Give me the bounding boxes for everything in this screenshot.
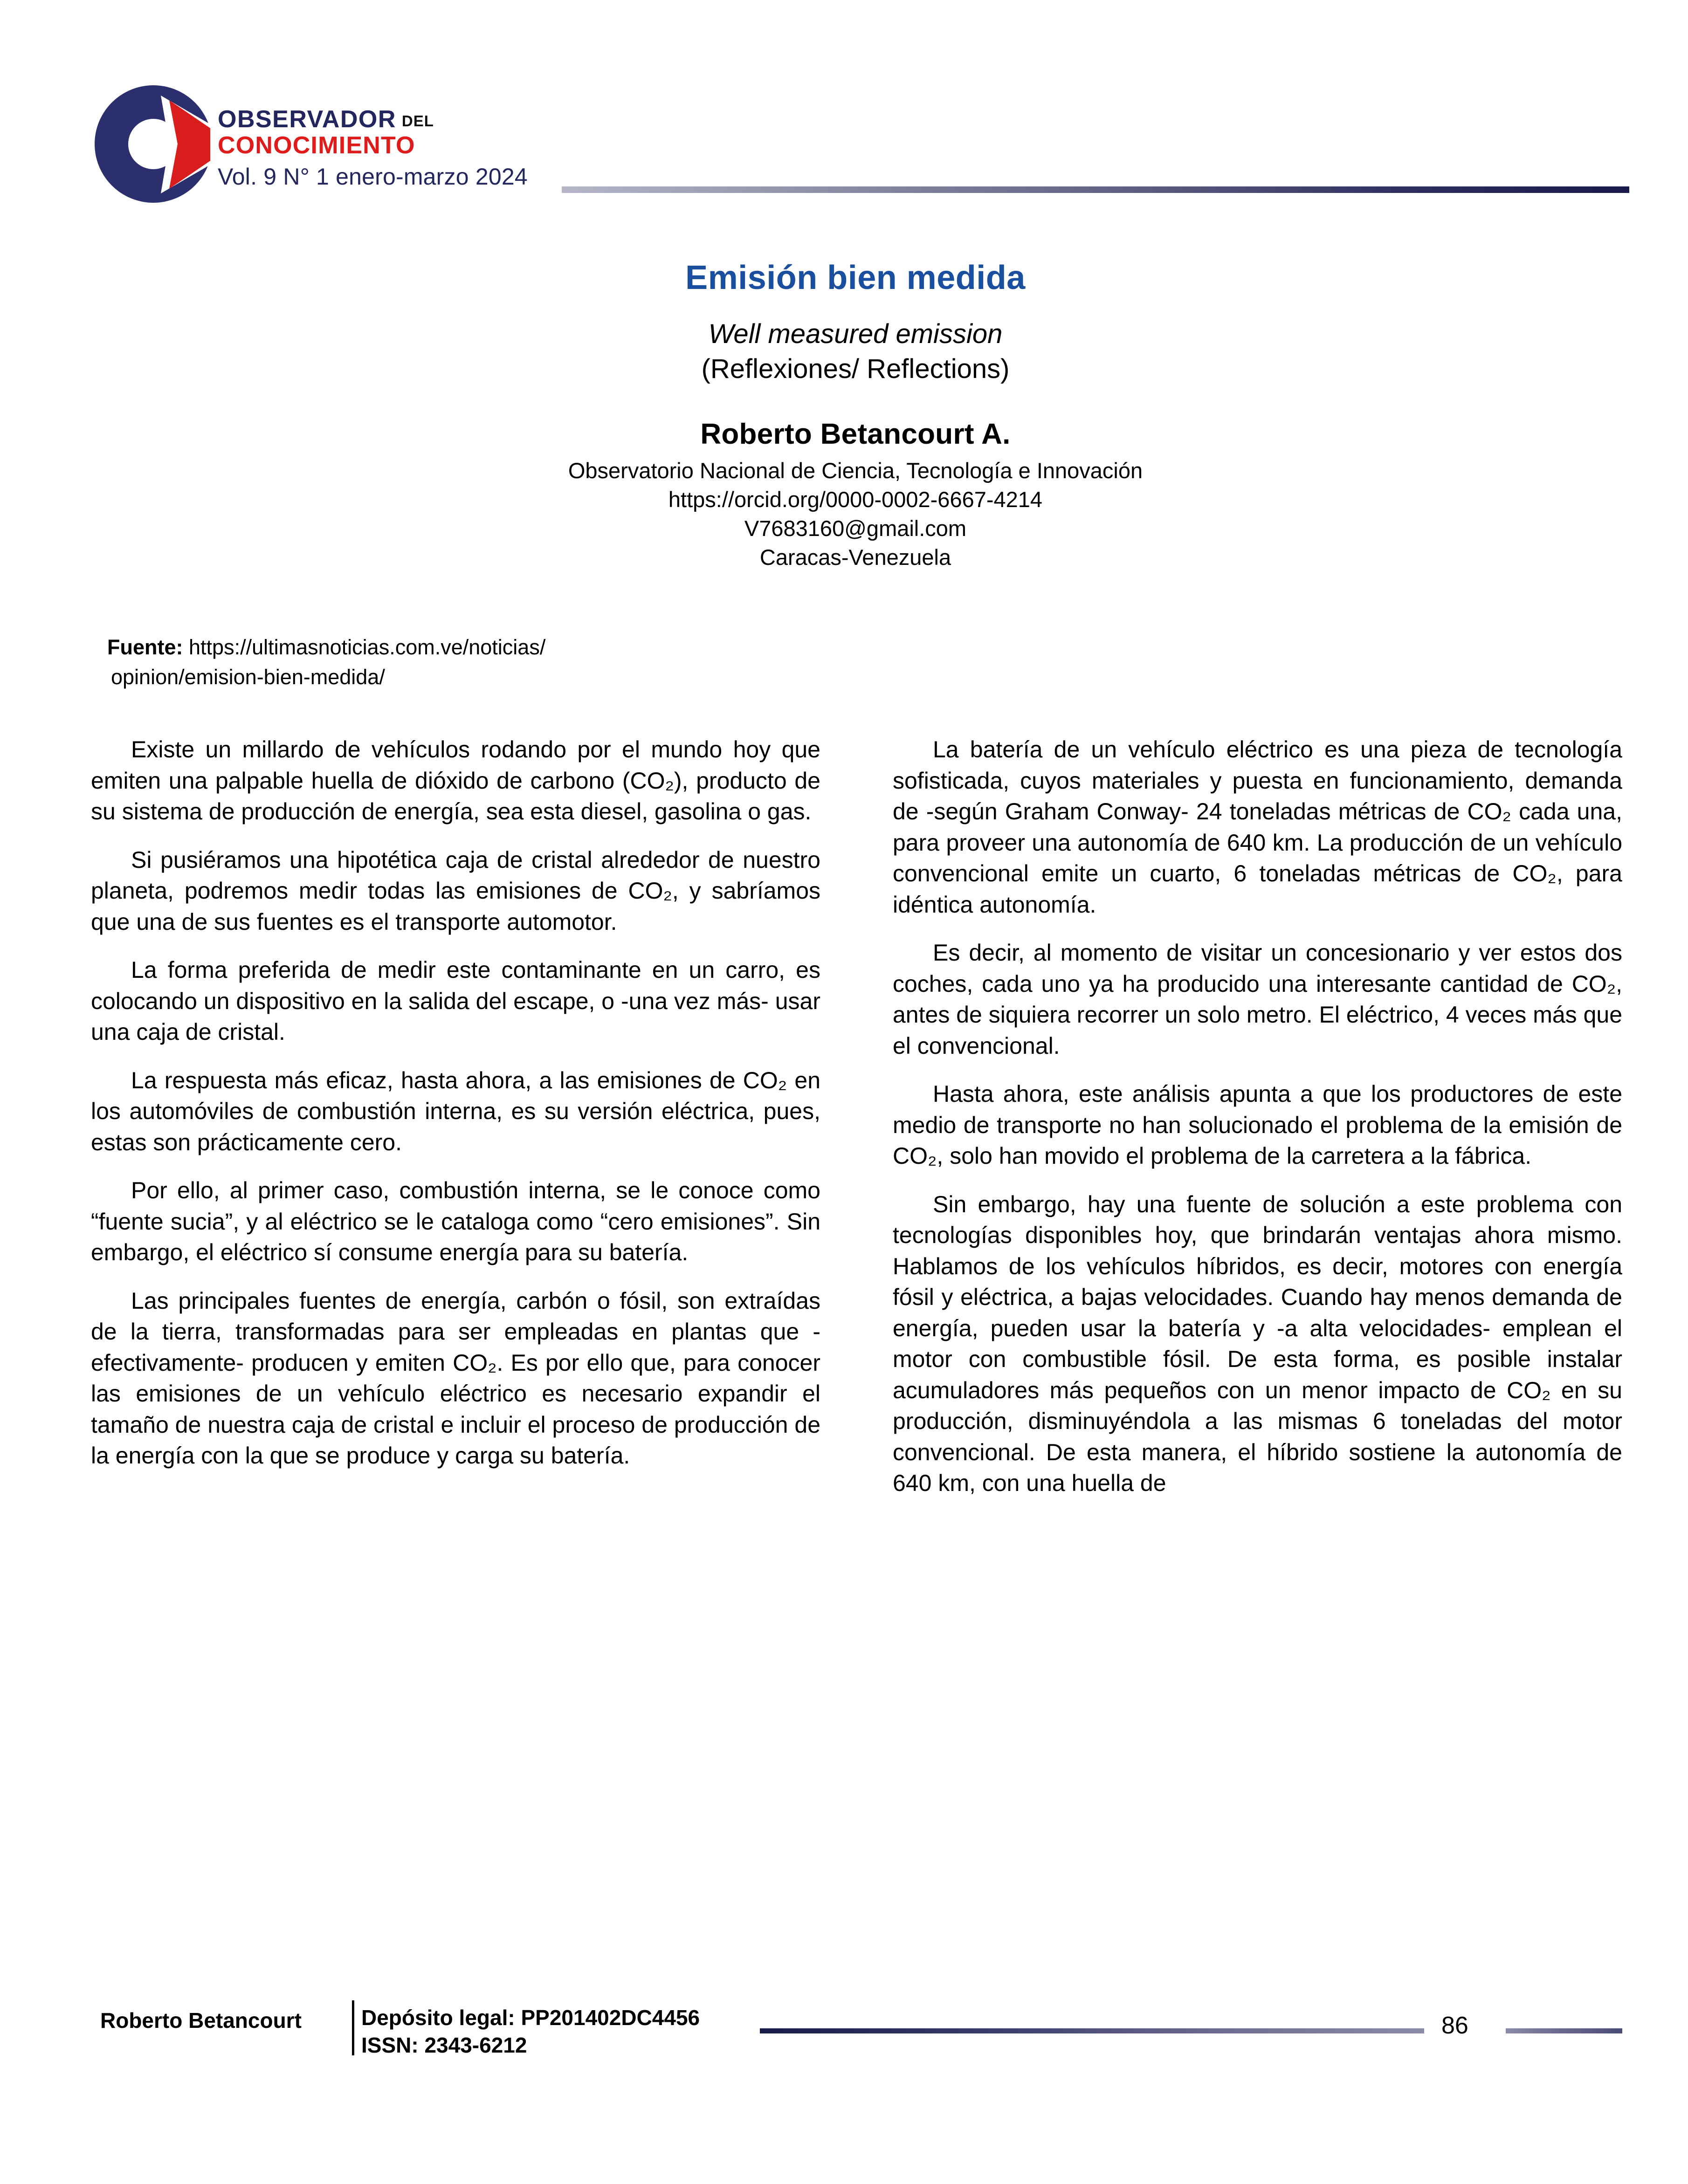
article-body <box>91 734 1622 1899</box>
paragraph: La forma preferida de medir este contaminante en un carro, es colocando un dispositivo en la salida del escape, o -una vez más- usar una caja de cristal. <box>91 957 820 1045</box>
observador-c-logo-icon <box>91 82 216 206</box>
title-block <box>91 259 1620 385</box>
author-name: Roberto Betancourt A. <box>700 418 1011 450</box>
article-title: Emisión bien medida <box>685 259 1026 296</box>
paragraph: Existe un millardo de vehículos rodando por el mundo hoy que emiten una palpable huella de dióxido de carbono (CO₂), producto de su sistema de producción de energía, sea esta diesel, gasolina o gas. <box>91 736 820 824</box>
article-section-kind: (Reflexiones/ Reflections) <box>701 354 1010 385</box>
page-footer <box>0 1990 1688 2093</box>
author-city: Caracas-Venezuela <box>759 545 951 570</box>
author-email[interactable]: V7683160@gmail.com <box>744 516 967 541</box>
paragraph: Hasta ahora, este análisis apunta a que los productores de este medio de transporte no han solucionado el problema de la emisión de CO₂, solo han movido el problema de la carretera a la fábrica. <box>893 1081 1622 1169</box>
footer-issn: ISSN: 2343-6212 <box>361 2033 527 2057</box>
article-title-english: Well measured emission <box>708 318 1003 349</box>
header-rule-divider <box>562 186 1629 193</box>
wordmark-observador: OBSERVADOR <box>218 106 396 133</box>
volume-issue-line: Vol. 9 N° 1 enero-marzo 2024 <box>218 163 528 190</box>
footer-rule-right <box>1506 2028 1622 2033</box>
wordmark-line-1 <box>218 107 870 132</box>
footer-legal-block <box>361 2004 700 2059</box>
source-url-line-1[interactable]: https://ultimasnoticias.com.ve/noticias/ <box>189 635 546 659</box>
body-column-left <box>91 734 820 1471</box>
footer-rule-left <box>760 2028 1424 2033</box>
footer-deposito-legal: Depósito legal: PP201402DC4456 <box>361 2005 700 2030</box>
author-affiliation: Observatorio Nacional de Ciencia, Tecnología e Innovación <box>568 458 1143 483</box>
source-label: Fuente: <box>107 635 183 659</box>
journal-wordmark <box>218 107 870 190</box>
body-column-right <box>893 734 1622 1499</box>
paragraph: Por ello, al primer caso, combustión interna, se le conoce como “fuente sucia”, y al eléctrico se le cataloga como “cero emisiones”. Sin embargo, el eléctrico sí consume energía para su batería. <box>91 1177 820 1265</box>
paragraph: Es decir, al momento de visitar un concesionario y ver estos dos coches, cada uno ya ha producido una interesante cantidad de CO₂, antes de siquiera recorrer un solo metro. El eléctrico, 4 veces más que el convencional. <box>893 940 1622 1059</box>
paragraph: La respuesta más eficaz, hasta ahora, a las emisiones de CO₂ en los automóviles de combustión interna, es su versión eléctrica, pues, estas son prácticamente cero. <box>91 1067 820 1155</box>
wordmark-del: DEL <box>401 112 434 130</box>
page-number: 86 <box>1441 2012 1468 2039</box>
source-note <box>107 632 853 692</box>
paragraph: Las principales fuentes de energía, carbón o fósil, son extraídas de la tierra, transformadas para ser empleadas en plantas que -efectivamente- producen y emiten CO₂. Es por ello que, para conocer las emisiones de un vehículo eléctrico es necesario expandir el tamaño de nuestra caja de cristal e incluir el proceso de producción de la energía con la que se produce y carga su batería. <box>91 1287 820 1469</box>
footer-author-name: Roberto Betancourt <box>100 2008 302 2033</box>
paragraph: Si pusiéramos una hipotética caja de cristal alrededor de nuestro planeta, podremos medir todas las emisiones de CO₂, y sabríamos que una de sus fuentes es el transporte automotor. <box>91 846 820 935</box>
paragraph: La batería de un vehículo eléctrico es una pieza de tecnología sofisticada, cuyos materiales y puesta en funcionamiento, demanda de -según Graham Conway- 24 toneladas métricas de CO₂ cada una, para proveer una autonomía de 640 km. La producción de un vehículo convencional emite un cuarto, 6 toneladas métricas de CO₂, para idéntica autonomía. <box>893 736 1622 918</box>
paragraph: Sin embargo, hay una fuente de solución a este problema con tecnologías disponibles hoy, que brindarán ventajas ahora mismo. Hablamos de los vehículos híbridos, es decir, motores con energía fósil y eléctrica, a bajas velocidades. Cuando hay menos demanda de energía, pueden usar la batería y -a alta velocidades- emplean el motor con combustible fósil. De esta forma, es posible instalar acumuladores más pequeños con un menor impacto de CO₂ en su producción, disminuyéndola a las mismas 6 toneladas del motor convencional. De esta manera, el híbrido sostiene la autonomía de 640 km, con una huella de <box>893 1191 1622 1496</box>
source-url-line-2[interactable]: opinion/emision-bien-medida/ <box>111 665 385 689</box>
wordmark-conocimiento: CONOCIMIENTO <box>218 132 415 159</box>
footer-vertical-divider <box>352 2000 354 2055</box>
author-block <box>91 417 1620 572</box>
author-orcid-link[interactable]: https://orcid.org/0000-0002-6667-4214 <box>668 487 1043 512</box>
